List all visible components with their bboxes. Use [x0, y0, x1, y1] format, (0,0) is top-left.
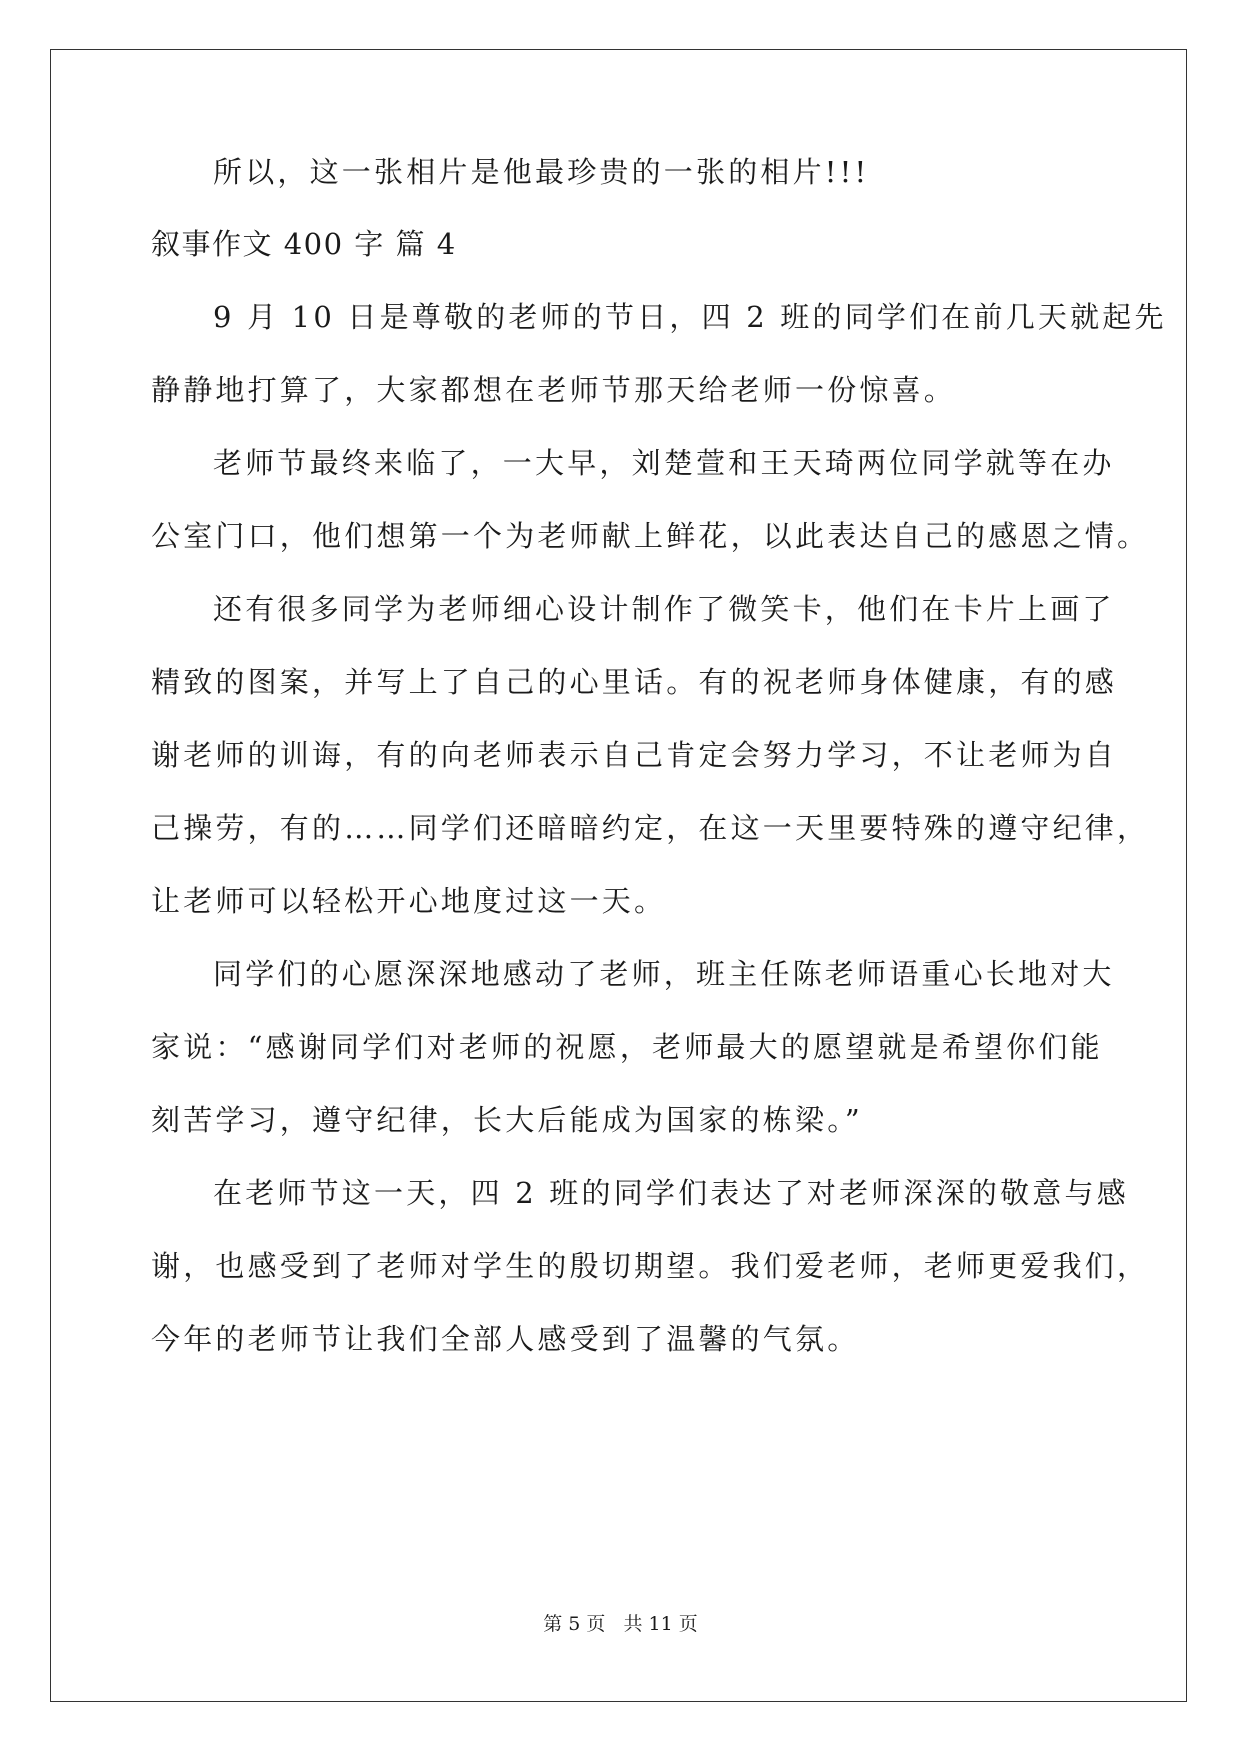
- paragraph-line: 精致的图案，并写上了自己的心里话。有的祝老师身体健康，有的感: [151, 665, 1118, 699]
- paragraph-line: 让老师可以轻松开心地度过这一天。: [151, 884, 667, 918]
- paragraph-line: 老师节最终来临了，一大早，刘楚萱和王天琦两位同学就等在办: [213, 446, 1115, 480]
- paragraph-line: 刻苦学习，遵守纪律，长大后能成为国家的栋梁。”: [151, 1103, 863, 1137]
- paragraph-line: 谢老师的训诲，有的向老师表示自己肯定会努力学习，不让老师为自: [151, 738, 1118, 772]
- paragraph-line: 9 月 10 日是尊敬的老师的节日，四 2 班的同学们在前几天就起先: [213, 300, 1167, 334]
- paragraph-line: 公室门口，他们想第一个为老师献上鲜花，以此表达自己的感恩之情。: [151, 519, 1150, 553]
- current-page-number: 第 5 页: [543, 1613, 606, 1635]
- section-heading: 叙事作文 400 字 篇 4: [151, 227, 457, 261]
- paragraph-line: 在老师节这一天，四 2 班的同学们表达了对老师深深的敬意与感: [213, 1176, 1129, 1210]
- total-pages: 共 11 页: [623, 1613, 698, 1635]
- paragraph-line: 己操劳，有的……同学们还暗暗约定，在这一天里要特殊的遵守纪律，: [151, 811, 1150, 845]
- page-footer: [0, 1612, 1241, 1636]
- paragraph-line: 静静地打算了，大家都想在老师节那天给老师一份惊喜。: [151, 373, 957, 407]
- paragraph-line: 今年的老师节让我们全部人感受到了温馨的气氛。: [151, 1322, 860, 1356]
- paragraph-line: 所以，这一张相片是他最珍贵的一张的相片!!!: [213, 155, 870, 189]
- paragraph-line: 谢，也感受到了老师对学生的殷切期望。我们爱老师，老师更爱我们，: [151, 1249, 1150, 1283]
- paragraph-line: 同学们的心愿深深地感动了老师，班主任陈老师语重心长地对大: [213, 957, 1115, 991]
- paragraph-line: 还有很多同学为老师细心设计制作了微笑卡，他们在卡片上画了: [213, 592, 1115, 626]
- paragraph-line: 家说：“感谢同学们对老师的祝愿，老师最大的愿望就是希望你们能: [151, 1030, 1103, 1064]
